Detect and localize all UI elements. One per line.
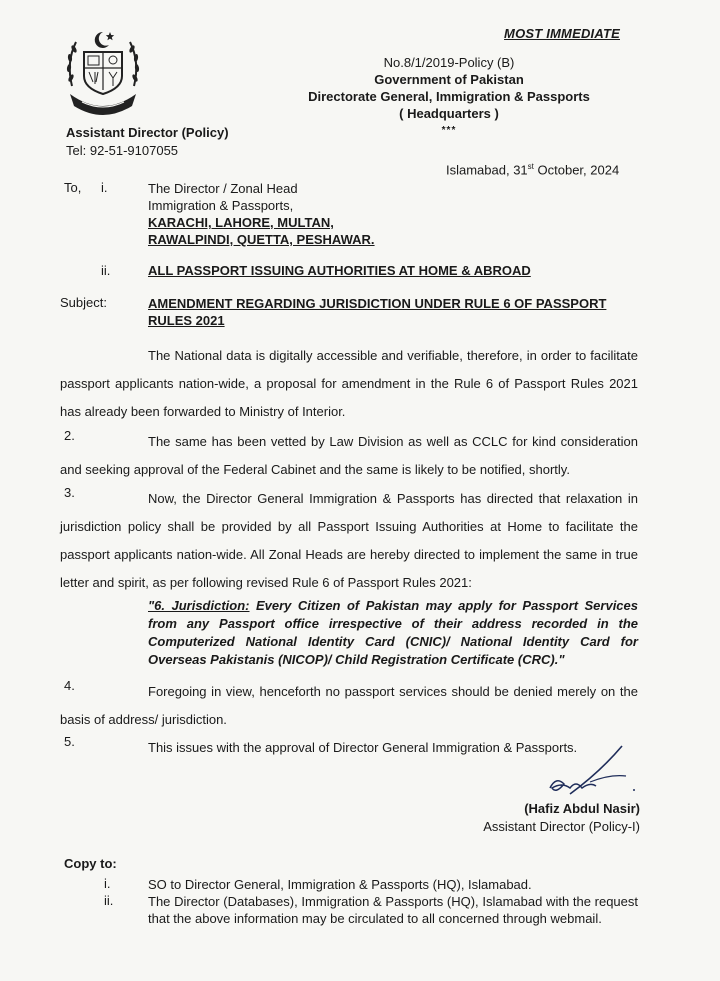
paragraph-2-number: 2. [64,428,75,443]
directorate-name: Directorate General, Immigration & Passports [308,89,590,104]
to-label: To, [64,180,82,195]
paragraph-4-number: 4. [64,678,75,693]
headquarters-label: ( Headquarters ) [399,106,499,121]
addressee-1-cities-2: RAWALPINDI, QUETTA, PESHAWAR. [148,232,375,247]
sender-telephone: Tel: 92-51-9107055 [66,143,179,158]
addressee-1-line-1: The Director / Zonal Head [148,181,298,196]
date-suffix: st [527,162,534,171]
state-emblem-icon [62,28,144,118]
date-place: Islamabad, 31 [446,162,528,178]
subject-text: AMENDMENT REGARDING JURISDICTION UNDER RULE 6 OF PASSPORT RULES 2021 [148,296,607,328]
paragraph-3: Now, the Director General Immigration & Passports has directed that relaxation in jurisdiction policy shall be provided by all Passport Issuing Authorities at Home to facilitate the passport applicants nation-wide. All Zonal Heads are hereby directed to implement the same in true letter and spirit, as per following revised Rule 6 of Passport Rules 2021: [60,491,638,590]
addressee-2: ALL PASSPORT ISSUING AUTHORITIES AT HOME & ABROAD [148,263,531,278]
addressee-1-cities-1: KARACHI, LAHORE, MULTAN, [148,215,334,230]
date-line [446,162,619,177]
addressee-1 [148,180,375,248]
rule-6-quote [148,597,638,669]
copy-1-text: SO to Director General, Immigration & Passports (HQ), Islamabad. [148,877,532,892]
paragraph-2: The same has been vetted by Law Division as well as CCLC for kind consideration and seeking approval of the Federal Cabinet and the same is likely to be notified, shortly. [60,434,638,477]
addressee-1-number: i. [101,180,108,195]
reference-block [304,54,594,139]
sender-block [66,124,229,160]
date-rest: October, 2024 [533,162,620,178]
separator-stars: *** [441,125,457,136]
quote-heading: "6. Jurisdiction: [148,598,250,613]
paragraph-5: This issues with the approval of Director General Immigration & Passports. [148,740,578,755]
copy-to-label: Copy to: [64,856,117,871]
paragraph-5-number: 5. [64,734,75,749]
signatory-name: (Hafiz Abdul Nasir) [524,801,640,816]
copy-2-text: The Director (Databases), Immigration & Passports (HQ), Islamabad with the request that the above information may be circulated to all concerned through webmail. [148,894,638,926]
reference-number: No.8/1/2019-Policy (B) [383,55,515,70]
subject-label: Subject: [60,295,107,310]
government-name: Government of Pakistan [374,72,524,87]
signatory-block [480,800,640,836]
quote-body: Every Citizen of Pakistan may apply for Passport Services from any Passport office irrespective of their address recorded in the Computerized National Identity Card (CNIC)/ National Identity Card for Overseas Pakistanis (NICOP)/ Child Registration Certificate (CRC)." [148,598,638,667]
copy-1-number: i. [104,876,111,891]
priority-label: MOST IMMEDIATE [504,26,620,41]
paragraph-1: The National data is digitally accessible and verifiable, therefore, in order to facilitate passport applicants nation-wide, a proposal for amendment in the Rule 6 of Passport Rules 2021 has already been forwarded to Ministry of Interior. [60,348,638,419]
sender-title: Assistant Director (Policy) [66,125,229,140]
paragraph-3-number: 3. [64,485,75,500]
signatory-designation: Assistant Director (Policy-I) [483,819,640,834]
copy-2-number: ii. [104,893,114,908]
addressee-1-line-2: Immigration & Passports, [148,198,294,213]
paragraph-4: Foregoing in view, henceforth no passport services should be denied merely on the basis of address/ jurisdiction. [60,684,638,727]
addressee-2-number: ii. [101,263,111,278]
